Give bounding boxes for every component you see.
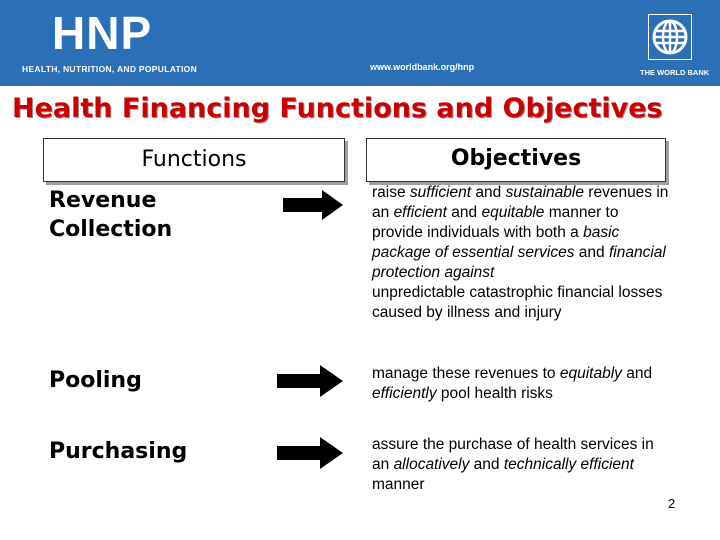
objective-emphasis: equitably — [559, 365, 622, 382]
function-label-line: Collection — [49, 217, 173, 242]
objective-emphasis: efficient — [393, 204, 447, 221]
hnp-logo: HNP — [52, 7, 153, 59]
slide-title: Health Financing Functions and Objectives — [12, 93, 663, 124]
objective-emphasis: efficiently — [372, 385, 437, 402]
objective-text-segment: unpredictable catastrophic financial losses caused by illness and injury — [372, 284, 663, 321]
header-banner — [0, 0, 720, 86]
function-pooling — [49, 366, 142, 395]
function-label-line: Revenue — [49, 188, 157, 213]
objective-text-segment: pool health risks — [436, 385, 553, 402]
function-label-line: Purchasing — [49, 439, 188, 464]
objective-purchasing — [372, 435, 672, 495]
objective-emphasis: financial protection against — [372, 244, 666, 281]
objective-text-segment: and — [471, 184, 506, 201]
page-number: 2 — [668, 496, 676, 511]
function-purchasing — [49, 437, 187, 466]
objective-text-segment: revenues in an — [372, 184, 669, 221]
objective-text — [372, 435, 672, 495]
objective-emphasis: equitable — [481, 204, 545, 221]
world-bank-name: THE WORLD BANK — [640, 68, 710, 77]
objective-emphasis: sufficient — [409, 184, 472, 201]
objective-text-segment: and — [446, 204, 482, 221]
website-url[interactable]: www.worldbank.org/hnp — [370, 62, 475, 72]
objectives-header: Objectives — [366, 138, 666, 182]
objective-text-segment: manner to provide individuals with both a — [372, 204, 619, 241]
objective-emphasis: basic package of essential services — [372, 224, 620, 261]
objective-text-segment: and — [574, 244, 609, 261]
objective-emphasis: sustainable — [505, 184, 584, 201]
objective-text — [372, 183, 672, 283]
objective-emphasis: technically efficient — [503, 456, 634, 473]
right-arrow-icon — [282, 189, 344, 221]
function-label-line: Pooling — [49, 368, 142, 393]
objective-text-segment: raise — [372, 184, 410, 201]
objective-pooling — [372, 364, 672, 404]
objective-text — [372, 364, 672, 404]
right-arrow-icon — [276, 364, 344, 398]
objective-emphasis: allocatively — [393, 456, 470, 473]
right-arrow-icon — [276, 436, 344, 470]
objective-revenue-collection — [372, 183, 672, 323]
objective-text-segment: manner — [372, 476, 425, 493]
objective-text-segment: and — [621, 365, 653, 382]
function-revenue-collection — [49, 186, 172, 244]
functions-header: Functions — [43, 138, 345, 182]
hnp-logo-subtitle: HEALTH, NUTRITION, AND POPULATION — [22, 64, 198, 74]
world-bank-globe-icon — [648, 14, 692, 60]
objective-text — [372, 283, 672, 323]
objective-text-segment: and — [469, 456, 504, 473]
objective-text-segment: assure the purchase of health services in an — [372, 436, 654, 473]
objective-text-segment: manage these revenues to — [372, 365, 560, 382]
